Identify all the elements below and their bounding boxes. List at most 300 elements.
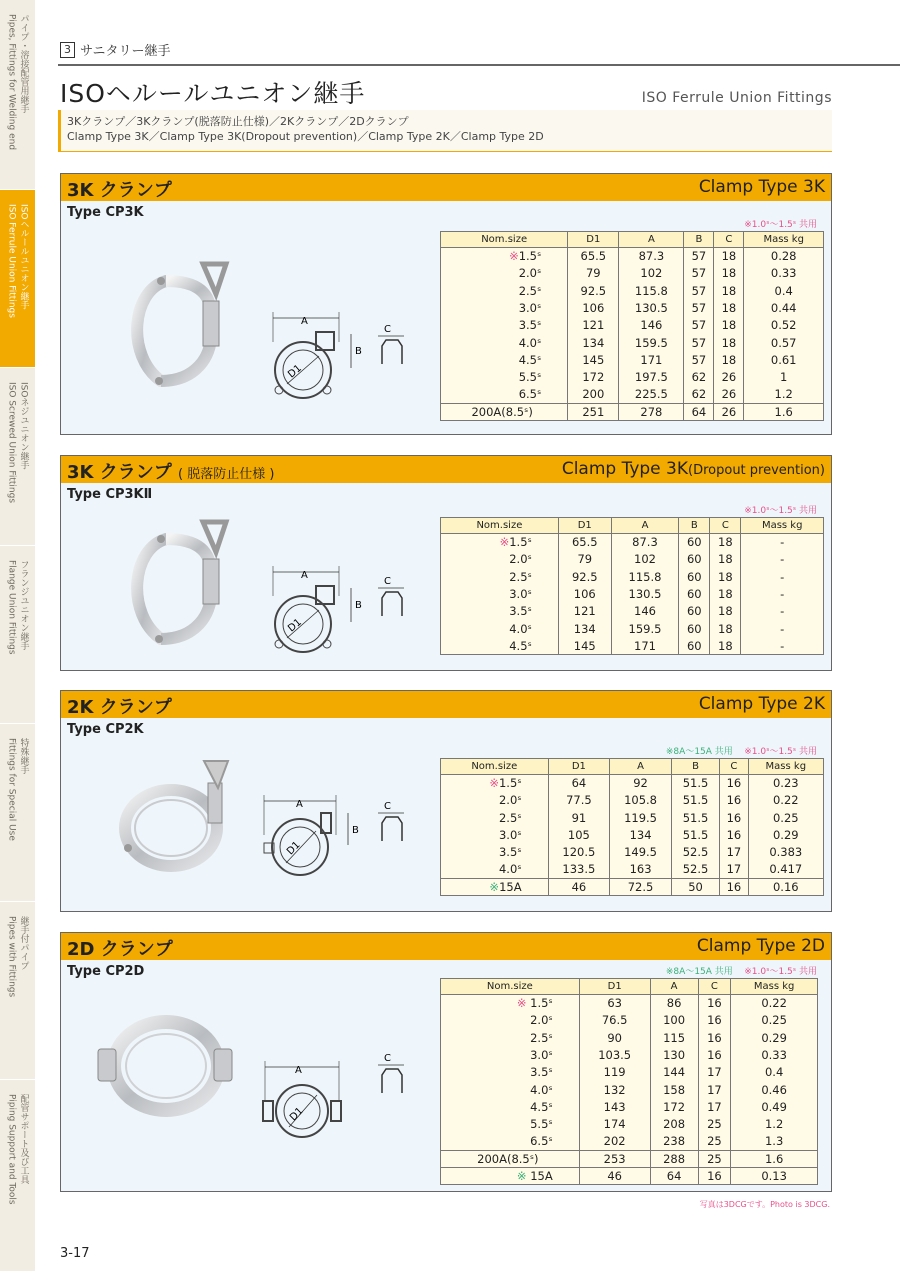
table-cell: 159.5: [619, 334, 684, 351]
nominal-size-cell: 3.5ˢ: [441, 1064, 580, 1081]
table-cell: 52.5: [671, 861, 719, 878]
table-cell: 87.3: [611, 534, 679, 551]
svg-text:A: A: [301, 316, 308, 327]
table-cell: 16: [720, 809, 748, 826]
side-tab-iso-screwed[interactable]: ISOネジユニオン継手 ISO Screwed Union Fittings: [0, 368, 35, 546]
table-cell: 119: [579, 1064, 650, 1081]
table-cell: 0.61: [744, 351, 824, 368]
table-cell: 60: [679, 551, 710, 568]
table-cell: 16: [698, 995, 731, 1012]
table-cell: 51.5: [671, 775, 719, 792]
nominal-size-cell: 4.0ˢ: [441, 861, 549, 878]
table-row: [441, 1133, 818, 1150]
table-row: [441, 878, 824, 895]
table-cell: 18: [714, 317, 744, 334]
table-cell: 163: [610, 861, 672, 878]
nominal-size-cell: ※ 15A: [441, 1167, 580, 1184]
table-row: [441, 568, 824, 585]
table-cell: 102: [611, 551, 679, 568]
table-cell: 0.4: [731, 1064, 818, 1081]
table-cell: 18: [710, 637, 741, 654]
table-cell: 16: [698, 1012, 731, 1029]
nominal-size-cell: 4.0ˢ: [441, 1081, 580, 1098]
table-row: [441, 1046, 818, 1063]
breadcrumb: [60, 40, 170, 59]
table-cell: 51.5: [671, 809, 719, 826]
svg-text:C: C: [384, 324, 391, 335]
column-header: A: [610, 759, 672, 775]
side-tab-iso-ferrule[interactable]: ISOヘルールユニオン継手 ISO Ferrule Union Fittings: [0, 190, 35, 368]
column-header: C: [720, 759, 748, 775]
table-cell: 0.33: [744, 265, 824, 282]
section-clamp-2k: [60, 690, 832, 912]
table-cell: 146: [611, 603, 679, 620]
nominal-size-cell: 3.5ˢ: [441, 317, 568, 334]
clamp-2d-section-c: [376, 1053, 416, 1103]
column-header: C: [698, 979, 731, 995]
table-cell: 251: [568, 403, 619, 420]
table-cell: 17: [720, 861, 748, 878]
table-cell: 134: [610, 826, 672, 843]
table-cell: 103.5: [579, 1046, 650, 1063]
table-cell: 120.5: [548, 844, 610, 861]
side-tab-strip: [0, 0, 35, 1272]
table-row: [441, 299, 824, 316]
table-cell: 0.25: [748, 809, 823, 826]
table-cell: 92.5: [568, 282, 619, 299]
table-cell: 130.5: [611, 585, 679, 602]
clamp-3k-section-c: [376, 324, 416, 374]
table-cell: 238: [650, 1133, 698, 1150]
nominal-size-cell: 6.5ˢ: [441, 1133, 580, 1150]
page-title: ISOヘルールユニオン継手: [60, 79, 366, 108]
table-cell: 158: [650, 1081, 698, 1098]
svg-text:D1: D1: [286, 362, 304, 381]
shared-size-note: ※8A〜15A 共用 ※1.0ˢ〜1.5ˢ 共用: [665, 967, 817, 977]
table-cell: 115.8: [619, 282, 684, 299]
nominal-size-cell: 5.5ˢ: [441, 1116, 580, 1133]
table-cell: 18: [714, 299, 744, 316]
table-cell: 144: [650, 1064, 698, 1081]
column-header: D1: [558, 518, 611, 534]
table-cell: 64: [684, 403, 714, 420]
table-cell: 106: [568, 299, 619, 316]
table-cell: 60: [679, 585, 710, 602]
table-cell: 46: [579, 1167, 650, 1184]
table-row: [441, 317, 824, 334]
nominal-size-cell: ※1.5ˢ: [441, 534, 559, 551]
table-cell: 1.6: [744, 403, 824, 420]
table-row: [441, 1081, 818, 1098]
section-title-jp: 2K クランプ: [67, 697, 172, 718]
table-row: [441, 248, 824, 265]
table-cell: 51.5: [671, 826, 719, 843]
shared-size-note: ※1.0ˢ〜1.5ˢ 共用: [744, 506, 817, 516]
table-cell: 18: [714, 282, 744, 299]
table-cell: 25: [698, 1116, 731, 1133]
column-header: Nom.size: [441, 518, 559, 534]
table-cell: 51.5: [671, 792, 719, 809]
section-header: [61, 933, 831, 960]
table-cell: 46: [548, 878, 610, 895]
shared-size-note: ※1.0ˢ〜1.5ˢ 共用: [744, 220, 817, 230]
table-cell: 18: [714, 334, 744, 351]
table-cell: 0.44: [744, 299, 824, 316]
table-row: [441, 809, 824, 826]
nominal-size-cell: ※ 1.5ˢ: [441, 995, 580, 1012]
table-cell: 145: [558, 637, 611, 654]
table-cell: 105: [548, 826, 610, 843]
svg-text:B: B: [355, 346, 362, 357]
svg-text:C: C: [384, 576, 391, 587]
table-cell: 0.25: [731, 1012, 818, 1029]
nominal-size-cell: ※1.5ˢ: [441, 248, 568, 265]
section-title-en: Clamp Type 3K(Dropout prevention): [561, 459, 825, 479]
table-cell: 1: [744, 369, 824, 386]
section-title-en: Clamp Type 2K: [698, 694, 825, 714]
table-cell: 172: [650, 1098, 698, 1115]
spec-table: [440, 517, 824, 655]
table-cell: 159.5: [611, 620, 679, 637]
table-cell: 17: [698, 1064, 731, 1081]
table-cell: 52.5: [671, 844, 719, 861]
column-header: Mass kg: [748, 759, 823, 775]
table-cell: 0.22: [731, 995, 818, 1012]
table-cell: 76.5: [579, 1012, 650, 1029]
table-cell: 62: [684, 369, 714, 386]
table-cell: 57: [684, 351, 714, 368]
section-title-en: Clamp Type 3K: [698, 177, 825, 197]
table-cell: -: [741, 603, 824, 620]
table-cell: 0.49: [731, 1098, 818, 1115]
column-header: C: [714, 232, 744, 248]
table-cell: 50: [671, 878, 719, 895]
table-cell: 25: [698, 1150, 731, 1167]
table-cell: 134: [568, 334, 619, 351]
side-tab-piping-support[interactable]: 配管サポート及び工具 Piping Support and Tools: [0, 1080, 35, 1272]
chapter-label: サニタリー継手: [80, 44, 171, 59]
table-row: [441, 637, 824, 654]
table-cell: 0.4: [744, 282, 824, 299]
type-code: Type CP3KⅡ: [67, 487, 153, 502]
section-clamp-3k: [60, 173, 832, 435]
svg-text:C: C: [384, 1053, 391, 1064]
side-tab-flange-union[interactable]: フランジユニオン継手 Flange Union Fittings: [0, 546, 35, 724]
table-cell: 65.5: [558, 534, 611, 551]
table-cell: 146: [619, 317, 684, 334]
column-header: D1: [579, 979, 650, 995]
table-cell: 132: [579, 1081, 650, 1098]
table-cell: 18: [714, 351, 744, 368]
nominal-size-cell: 4.5ˢ: [441, 351, 568, 368]
nominal-size-cell: 3.0ˢ: [441, 299, 568, 316]
svg-text:D1: D1: [284, 839, 303, 858]
svg-text:D1: D1: [287, 1105, 306, 1124]
table-row: [441, 265, 824, 282]
nominal-size-cell: 200A(8.5ˢ): [441, 403, 568, 420]
table-cell: 87.3: [619, 248, 684, 265]
clamp-3k-photo: [121, 256, 231, 396]
svg-text:A: A: [301, 570, 308, 581]
svg-text:B: B: [352, 825, 359, 836]
nominal-size-cell: 2.5ˢ: [441, 809, 549, 826]
nominal-size-cell: 4.0ˢ: [441, 334, 568, 351]
table-row: [441, 386, 824, 403]
table-cell: 17: [698, 1098, 731, 1115]
table-cell: 18: [710, 551, 741, 568]
table-row: [441, 369, 824, 386]
clamp-2k-photo: [116, 753, 236, 883]
table-cell: 200: [568, 386, 619, 403]
column-header: B: [684, 232, 714, 248]
table-cell: 130: [650, 1046, 698, 1063]
table-cell: 225.5: [619, 386, 684, 403]
table-cell: 62: [684, 386, 714, 403]
table-cell: 16: [720, 792, 748, 809]
table-row: [441, 534, 824, 551]
table-cell: 60: [679, 568, 710, 585]
table-cell: 208: [650, 1116, 698, 1133]
table-row: [441, 334, 824, 351]
type-code: Type CP3K: [67, 205, 144, 220]
clamp-2k-section-c: [376, 801, 416, 851]
table-cell: 92.5: [558, 568, 611, 585]
side-tab-pipes-welding[interactable]: パイプ・溶接配管用継手 Pipes, Fittings for Welding end: [0, 0, 35, 190]
table-cell: 119.5: [610, 809, 672, 826]
table-cell: 17: [698, 1081, 731, 1098]
table-cell: 18: [710, 603, 741, 620]
side-tab-special-use[interactable]: 特殊継手 Fittings for Special Use: [0, 724, 35, 902]
table-cell: 16: [698, 1167, 731, 1184]
table-cell: 26: [714, 369, 744, 386]
table-cell: 60: [679, 603, 710, 620]
nominal-size-cell: 4.5ˢ: [441, 1098, 580, 1115]
table-cell: 202: [579, 1133, 650, 1150]
table-cell: 197.5: [619, 369, 684, 386]
table-cell: 57: [684, 299, 714, 316]
table-cell: 106: [558, 585, 611, 602]
section-clamp-3k-dropout: [60, 455, 832, 671]
table-row: [441, 1116, 818, 1133]
clamp-2k-dimension-drawing: [256, 795, 396, 895]
table-cell: 171: [611, 637, 679, 654]
table-cell: 0.22: [748, 792, 823, 809]
nominal-size-cell: 3.5ˢ: [441, 844, 549, 861]
table-cell: 145: [568, 351, 619, 368]
table-row: [441, 351, 824, 368]
table-cell: -: [741, 551, 824, 568]
table-cell: 0.13: [731, 1167, 818, 1184]
column-header: Mass kg: [731, 979, 818, 995]
table-cell: 86: [650, 995, 698, 1012]
table-cell: -: [741, 585, 824, 602]
table-row: [441, 1012, 818, 1029]
table-cell: 60: [679, 534, 710, 551]
table-cell: 102: [619, 265, 684, 282]
table-cell: 288: [650, 1150, 698, 1167]
table-cell: 57: [684, 248, 714, 265]
nominal-size-cell: 2.0ˢ: [441, 265, 568, 282]
table-row: [441, 603, 824, 620]
nominal-size-cell: 4.0ˢ: [441, 620, 559, 637]
table-cell: 253: [579, 1150, 650, 1167]
table-row: [441, 551, 824, 568]
table-cell: 1.6: [731, 1150, 818, 1167]
section-header: [61, 456, 831, 483]
page-title-en: ISO Ferrule Union Fittings: [641, 90, 832, 106]
table-row: [441, 403, 824, 420]
table-row: [441, 844, 824, 861]
table-cell: 17: [720, 844, 748, 861]
column-header: A: [650, 979, 698, 995]
table-cell: 18: [710, 534, 741, 551]
column-header: B: [671, 759, 719, 775]
table-cell: 0.29: [731, 1029, 818, 1046]
table-cell: 57: [684, 282, 714, 299]
table-cell: 16: [720, 826, 748, 843]
column-header: Nom.size: [441, 759, 549, 775]
table-cell: 57: [684, 265, 714, 282]
spec-table: [440, 758, 824, 896]
column-header: A: [619, 232, 684, 248]
nominal-size-cell: 2.0ˢ: [441, 792, 549, 809]
table-cell: 18: [710, 585, 741, 602]
table-cell: 134: [558, 620, 611, 637]
table-cell: 0.417: [748, 861, 823, 878]
table-cell: 121: [558, 603, 611, 620]
table-cell: 18: [710, 568, 741, 585]
table-cell: 91: [548, 809, 610, 826]
table-cell: 0.33: [731, 1046, 818, 1063]
table-cell: 60: [679, 637, 710, 654]
table-cell: 64: [548, 775, 610, 792]
table-cell: 121: [568, 317, 619, 334]
spec-table: [440, 978, 818, 1185]
table-cell: 77.5: [548, 792, 610, 809]
nominal-size-cell: 3.5ˢ: [441, 603, 559, 620]
table-row: [441, 861, 824, 878]
page-number: 3-17: [60, 1246, 90, 1261]
nominal-size-cell: 2.0ˢ: [441, 1012, 580, 1029]
table-cell: 79: [558, 551, 611, 568]
table-cell: 133.5: [548, 861, 610, 878]
table-cell: 63: [579, 995, 650, 1012]
nominal-size-cell: ※15A: [441, 878, 549, 895]
table-cell: 26: [714, 386, 744, 403]
table-cell: 18: [710, 620, 741, 637]
table-cell: 16: [720, 775, 748, 792]
column-header: Nom.size: [441, 232, 568, 248]
table-cell: 0.23: [748, 775, 823, 792]
header-rule: [58, 64, 900, 66]
svg-text:A: A: [296, 799, 303, 810]
table-cell: 26: [714, 403, 744, 420]
table-cell: 0.46: [731, 1081, 818, 1098]
subtitle-jp: 3Kクランプ／3Kクランプ(脱落防止仕様)／2Kクランプ／2Dクランプ: [67, 115, 409, 128]
column-header: Nom.size: [441, 979, 580, 995]
nominal-size-cell: 2.5ˢ: [441, 568, 559, 585]
table-cell: 100: [650, 1012, 698, 1029]
section-title-jp: 2D クランプ: [67, 939, 173, 960]
subtitle-en: Clamp Type 3K／Clamp Type 3K(Dropout prevention)／Clamp Type 2K／Clamp Type 2D: [67, 130, 544, 143]
table-cell: 1.2: [744, 386, 824, 403]
section-header: [61, 691, 831, 718]
table-cell: 105.8: [610, 792, 672, 809]
column-header: Mass kg: [741, 518, 824, 534]
svg-text:D1: D1: [286, 616, 304, 635]
table-cell: -: [741, 620, 824, 637]
table-cell: 57: [684, 317, 714, 334]
table-cell: 174: [579, 1116, 650, 1133]
section-title-en: Clamp Type 2D: [696, 936, 825, 956]
chapter-number: 3: [60, 42, 75, 58]
table-cell: 1.2: [731, 1116, 818, 1133]
column-header: A: [611, 518, 679, 534]
column-header: Mass kg: [744, 232, 824, 248]
clamp-3k-dropout-section-c: [376, 576, 416, 626]
section-title-jp: 3K クランプ: [67, 180, 172, 201]
nominal-size-cell: 3.0ˢ: [441, 1046, 580, 1063]
table-cell: 0.28: [744, 248, 824, 265]
table-cell: 0.52: [744, 317, 824, 334]
nominal-size-cell: 2.0ˢ: [441, 551, 559, 568]
side-tab-pipes-with-fittings[interactable]: 継手付パイプ Pipes with Fittings: [0, 902, 35, 1080]
table-cell: 0.16: [748, 878, 823, 895]
table-cell: -: [741, 568, 824, 585]
table-cell: 57: [684, 334, 714, 351]
table-row: [441, 282, 824, 299]
nominal-size-cell: 5.5ˢ: [441, 369, 568, 386]
table-cell: 25: [698, 1133, 731, 1150]
clamp-2d-dimension-drawing: [259, 1061, 379, 1151]
section-title-jp: 3K クランプ ( 脱落防止仕様 ): [67, 462, 275, 483]
column-header: D1: [568, 232, 619, 248]
table-cell: 18: [714, 265, 744, 282]
table-cell: 72.5: [610, 878, 672, 895]
table-row: [441, 585, 824, 602]
nominal-size-cell: ※1.5ˢ: [441, 775, 549, 792]
table-cell: 115: [650, 1029, 698, 1046]
table-cell: 143: [579, 1098, 650, 1115]
table-row: [441, 1167, 818, 1184]
spec-table: [440, 231, 824, 421]
table-cell: 278: [619, 403, 684, 420]
svg-text:B: B: [355, 600, 362, 611]
section-header: [61, 174, 831, 201]
table-cell: 0.57: [744, 334, 824, 351]
table-cell: 171: [619, 351, 684, 368]
table-cell: 79: [568, 265, 619, 282]
table-row: [441, 1064, 818, 1081]
section-clamp-2d: [60, 932, 832, 1192]
table-cell: 149.5: [610, 844, 672, 861]
table-cell: 18: [714, 248, 744, 265]
nominal-size-cell: 200A(8.5ˢ): [441, 1150, 580, 1167]
table-cell: 1.3: [731, 1133, 818, 1150]
svg-text:A: A: [295, 1065, 302, 1076]
shared-size-note: ※8A〜15A 共用 ※1.0ˢ〜1.5ˢ 共用: [665, 747, 817, 757]
nominal-size-cell: 6.5ˢ: [441, 386, 568, 403]
nominal-size-cell: 2.5ˢ: [441, 282, 568, 299]
table-cell: -: [741, 534, 824, 551]
clamp-3k-dropout-photo: [121, 514, 231, 654]
table-cell: 92: [610, 775, 672, 792]
nominal-size-cell: 4.5ˢ: [441, 637, 559, 654]
table-row: [441, 792, 824, 809]
table-cell: 0.29: [748, 826, 823, 843]
column-header: C: [710, 518, 741, 534]
nominal-size-cell: 3.0ˢ: [441, 585, 559, 602]
